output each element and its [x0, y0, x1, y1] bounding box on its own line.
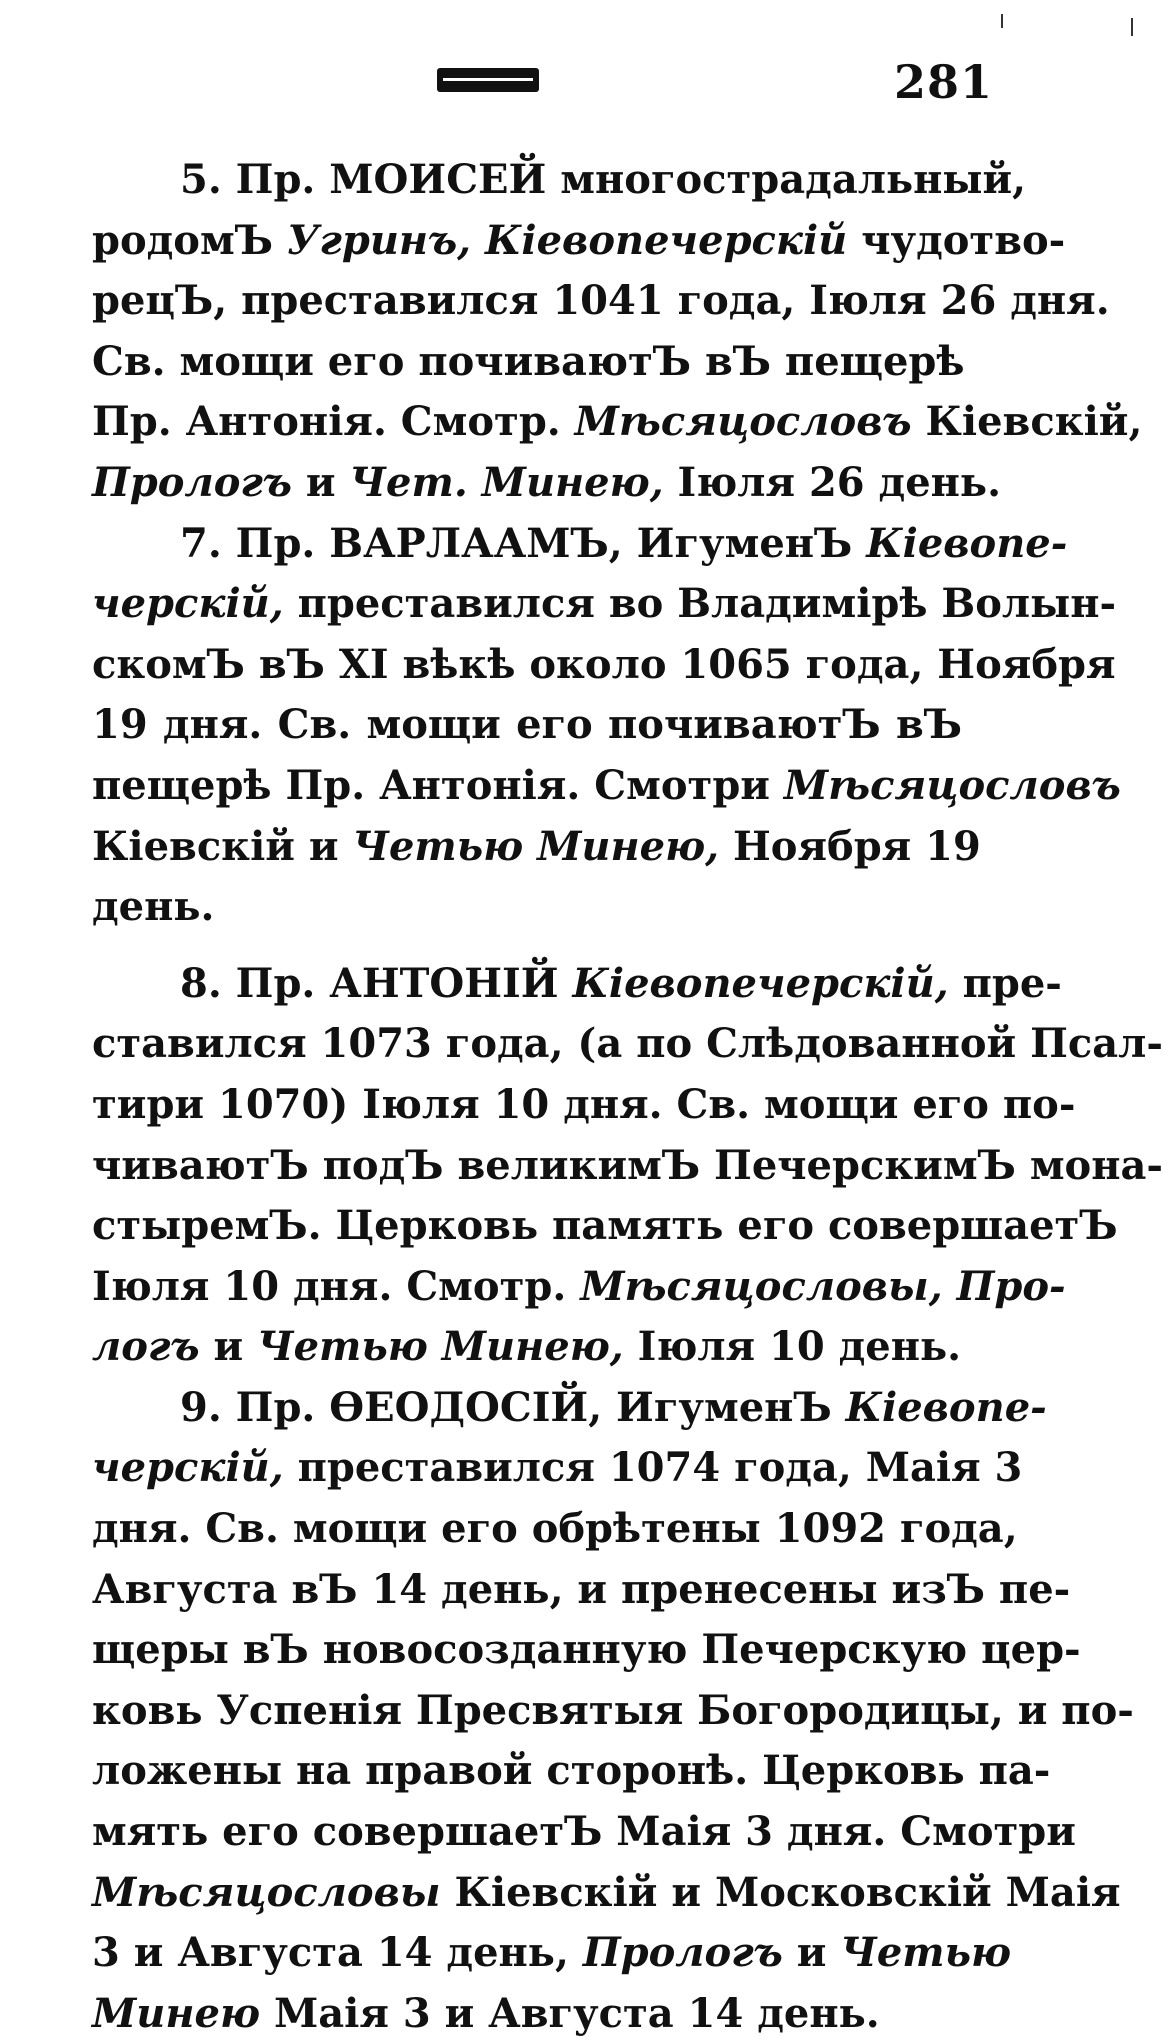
text-line — [92, 1075, 1076, 1136]
text-run: Іюля 26 день. — [663, 458, 1002, 506]
text-run: 7. Пр. ВАРЛААМЪ, ИгуменЪ — [180, 519, 867, 567]
text-run: и — [199, 1323, 258, 1371]
text-run: дня. Св. мощи его обрѣтены 1092 года, — [92, 1505, 1018, 1553]
italic-run: Чет. Минею, — [349, 458, 664, 506]
header-ornament-bar — [437, 68, 539, 92]
text-line — [92, 1741, 1051, 1802]
text-run: день. — [92, 883, 215, 931]
text-line — [92, 1136, 1163, 1197]
text-run: и — [782, 1929, 841, 1977]
text-line — [92, 1378, 1047, 1439]
text-run: ковь Успенія Пресвятыя Богородицы, и по- — [92, 1686, 1134, 1734]
text-line — [92, 514, 1068, 575]
text-line — [92, 756, 1121, 817]
italic-run: Мѣсяцословы — [92, 1868, 441, 1916]
text-line — [92, 1984, 962, 2044]
italic-run: Кіевопечерскій, — [572, 959, 949, 1007]
italic-run: Кіевопе- — [845, 1383, 1047, 1431]
italic-run: Четью Минею, — [352, 822, 720, 870]
text-run: ставился 1073 года, (а по Слѣдованной Псал- — [92, 1020, 1163, 1068]
body-text — [92, 150, 1163, 2044]
text-line — [92, 1681, 1134, 1742]
italic-run: Четью — [840, 1929, 1012, 1977]
text-run: 9. Пр. ѲЕОДОСІЙ, ИгуменЪ — [180, 1383, 846, 1431]
italic-run: Четью Минею, — [257, 1323, 624, 1371]
text-run: Кіевскій и Московскій Маія — [440, 1868, 1121, 1916]
italic-run: Мѣсяцословы, Про- — [580, 1262, 1066, 1310]
text-line — [92, 150, 1027, 211]
text-line — [92, 1560, 1071, 1621]
text-line — [92, 1257, 1066, 1318]
text-line — [92, 1438, 1023, 1499]
text-line — [92, 211, 1066, 272]
text-run: Іюля 10 день. — [623, 1323, 962, 1371]
text-run: Кіевскій и — [92, 822, 353, 870]
text-run: Іюля 10 дня. Смотр. — [92, 1262, 581, 1310]
text-line — [92, 695, 962, 756]
text-run: стыремЪ. Церковь память его совершаетЪ — [92, 1202, 1118, 1250]
text-run: Св. мощи его почиваютЪ вЪ пещерѣ — [92, 337, 965, 385]
text-line — [92, 271, 1110, 332]
text-run: тири 1070) Іюля 10 дня. Св. мощи его по- — [92, 1080, 1076, 1128]
margin-mark — [1131, 18, 1133, 36]
text-run: Ноября 19 — [719, 822, 981, 870]
text-line — [92, 332, 965, 393]
page-number: 281 — [894, 55, 994, 109]
text-line — [92, 1317, 962, 1378]
margin-mark — [1001, 14, 1003, 28]
text-run: рецЪ, преставился 1041 года, Іюля 26 дня. — [92, 277, 1110, 325]
italic-run: логъ — [92, 1323, 200, 1371]
text-line — [92, 1923, 1012, 1984]
italic-run: черскій, — [92, 1444, 284, 1492]
text-line — [92, 877, 962, 938]
text-line — [92, 1014, 1163, 1075]
text-run: чудотво- — [847, 216, 1066, 264]
italic-run: Минею — [92, 1989, 261, 2037]
text-line — [92, 1620, 1081, 1681]
text-run: мять его совершаетЪ Маія 3 дня. Смотри — [92, 1808, 1076, 1856]
text-run: преставился во Владимірѣ Волын- — [283, 580, 1117, 628]
text-run: ложены на правой сторонѣ. Церковь па- — [92, 1747, 1051, 1795]
text-line — [92, 574, 1117, 635]
italic-run: Кіевопе- — [866, 519, 1068, 567]
text-run: родомЪ — [92, 216, 287, 264]
italic-run: Прологъ — [92, 458, 292, 506]
text-run: чиваютЪ подЪ великимЪ ПечерскимЪ мона- — [92, 1141, 1163, 1189]
text-run: 3 и Августа 14 день, — [92, 1929, 583, 1977]
text-run: 5. Пр. МОИСЕЙ многострадальный, — [180, 156, 1027, 203]
text-line — [92, 1863, 1121, 1924]
italic-run: Прологъ — [582, 1929, 783, 1977]
text-line — [92, 453, 1002, 514]
text-line — [92, 1499, 1018, 1560]
text-run: Пр. Антонія. Смотр. — [92, 398, 575, 446]
italic-run: Мѣсяцословъ — [574, 398, 912, 446]
italic-run: черскій, — [92, 580, 284, 628]
text-run: 8. Пр. АНТОНІЙ — [180, 959, 573, 1007]
text-line — [92, 635, 1116, 696]
text-run: Кіевскій, — [911, 398, 1143, 446]
text-run: Августа вЪ 14 день, и пренесены изЪ пе- — [92, 1565, 1071, 1613]
text-run: преставился 1074 года, Маія 3 — [283, 1444, 1023, 1492]
text-line — [92, 1802, 1076, 1863]
text-run: Маія 3 и Августа 14 день. — [260, 1989, 880, 2037]
text-run: скомЪ вЪ XI вѣкѣ около 1065 года, Ноября — [92, 640, 1116, 688]
text-run: и — [291, 458, 350, 506]
italic-run: Угринъ, Кіевопечерскій — [286, 216, 848, 264]
italic-run: Мѣсяцословъ — [783, 761, 1121, 809]
text-run: пре- — [948, 959, 1062, 1007]
text-line — [92, 392, 1143, 453]
text-line — [92, 1196, 1118, 1257]
text-run: щеры вЪ новосозданную Печерскую цер- — [92, 1626, 1081, 1674]
text-run: 19 дня. Св. мощи его почиваютЪ вЪ — [92, 701, 962, 749]
text-line — [92, 954, 1062, 1015]
text-run: пещерѣ Пр. Антонія. Смотри — [92, 761, 784, 809]
text-line — [92, 817, 981, 878]
